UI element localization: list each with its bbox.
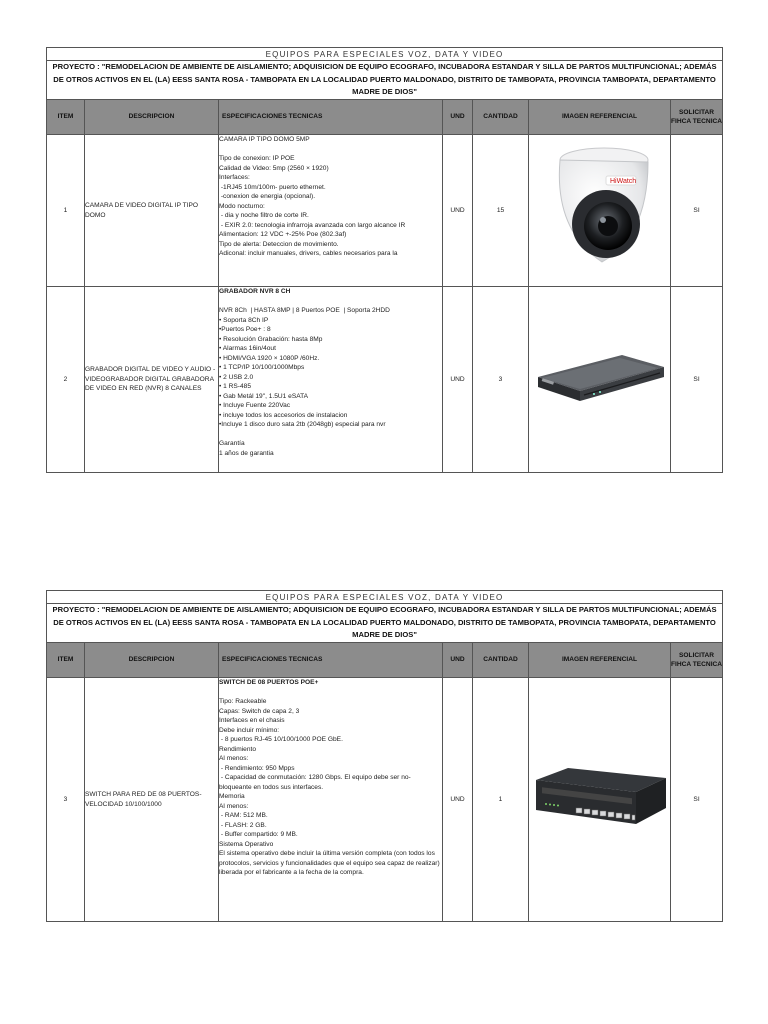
- spec-line: • 1 TCP/IP 10/100/1000Mbps: [219, 364, 305, 371]
- technical-specs: [219, 287, 443, 473]
- table-row: [47, 678, 723, 922]
- spec-line: • incluye todos los accesorios de instalacion: [219, 411, 348, 419]
- spec-line: NVR 8Ch | HASTA 8MP | 8 Puertos POE | Soporta 2HDD: [219, 307, 390, 314]
- spec-line: [219, 688, 442, 698]
- spec-line: • 1 RS-485: [219, 383, 251, 390]
- request-datasheet: SI: [671, 135, 723, 287]
- nvr-recorder-icon: [532, 347, 668, 407]
- reference-image: [529, 287, 671, 473]
- header-und: UND: [443, 100, 473, 135]
- spec-line: - EXIR 2.0: tecnologia infrarroja avanzada con largo alcance IR: [219, 221, 406, 229]
- request-datasheet: SI: [671, 287, 723, 473]
- header-item: ITEM: [47, 643, 85, 678]
- spec-line: - Buffer compartido: 9 MB.: [219, 831, 298, 838]
- spec-line: • Alarmas 16in/4out: [219, 345, 276, 352]
- quantity: 1: [473, 678, 529, 922]
- spec-line: Memoria: [219, 793, 245, 800]
- spec-line: - 8 puertos RJ-45 10/100/1000 POE GbE.: [219, 736, 343, 743]
- header-imagen: IMAGEN REFERENCIAL: [529, 643, 671, 678]
- header-item: ITEM: [47, 100, 85, 135]
- project-description: PROYECTO : "REMODELACION DE AMBIENTE DE AISLAMIENTO; ADQUISICION DE EQUIPO ECOGRAFO, INCUBADORA ESTANDAR Y SILLA DE PARTOS MULTIFUNCIONAL; ADEMÁS DE OTROS ACTIVOS EN EL (LA) EESS SANTA ROSA - TAMBOPATA EN LA LOCALIDAD PUERTO MALDONADO, DISTRITO DE TAMBOPATA, PROVINCIA TAMBOPATA, DEPARTAMENTO MADRE DE DIOS": [47, 61, 723, 100]
- spec-line: •Puertos Poe+ : 8: [219, 326, 271, 333]
- spec-line: Interfaces en el chasis: [219, 717, 285, 724]
- spec-line: Calidad de Video: 5mp (2560 × 1920): [219, 164, 329, 172]
- header-imagen: IMAGEN REFERENCIAL: [529, 100, 671, 135]
- spec-line: Rendimiento: [219, 745, 257, 753]
- spec-line: - dia y noche filtro de corte IR.: [219, 212, 309, 219]
- project-description: PROYECTO : "REMODELACION DE AMBIENTE DE AISLAMIENTO; ADQUISICION DE EQUIPO ECOGRAFO, INCUBADORA ESTANDAR Y SILLA DE PARTOS MULTIFUNCIONAL; ADEMÁS DE OTROS ACTIVOS EN EL (LA) EESS SANTA ROSA - TAMBOPATA EN LA LOCALIDAD PUERTO MALDONADO, DISTRITO DE TAMBOPATA, PROVINCIA TAMBOPATA, DEPARTAMENTO MADRE DE DIOS": [47, 604, 723, 643]
- spec-line: Sistema Operativo: [219, 840, 274, 848]
- spec-line: Adiconal: incluir manuales, drivers, cables necesarios para la: [219, 250, 398, 257]
- header-especificaciones: ESPECIFICACIONES TECNICAS: [219, 643, 443, 678]
- spec-line: -conexion de energia (opcional).: [219, 193, 316, 200]
- table-title: EQUIPOS PARA ESPECIALES VOZ, DATA Y VIDEO: [47, 591, 723, 604]
- unit: UND: [443, 135, 473, 287]
- spec-line: Alimentacion: 12 VDC +-25% Poe (802.3af): [219, 231, 347, 238]
- spec-line: Modo nocturno:: [219, 202, 265, 210]
- reference-image: [529, 678, 671, 922]
- spec-title: GRABADOR NVR 8 CH: [219, 288, 291, 295]
- spec-line: [219, 297, 442, 307]
- spec-line: • HDMI/VGA 1920 × 1080P /60Hz.: [219, 354, 320, 362]
- spec-line: • 2 USB 2.0: [219, 373, 254, 381]
- spec-line: El sistema operativo debe incluir la última versión completa (con todos los protocolos, servicios y funcionalidades que el equipo sea capaz de realizar) liberada por el fabricante a la fecha de la compra.: [219, 850, 442, 876]
- spec-line: Tipo de conexion: IP POE: [219, 155, 295, 162]
- spec-line: Debe incluir mínimo:: [219, 726, 280, 734]
- header-solicitar: SOLICITAR FIHCA TECNICA: [671, 100, 723, 135]
- header-cantidad: CANTIDAD: [473, 100, 529, 135]
- item-number: 2: [47, 287, 85, 473]
- header-solicitar: SOLICITAR FIHCA TECNICA: [671, 643, 723, 678]
- spec-line: • Incluye Fuente 220Vac: [219, 402, 291, 409]
- spec-line: Interfaces:: [219, 174, 250, 181]
- item-description: SWITCH PARA RED DE 08 PUERTOS- VELOCIDAD 10/100/1000: [85, 678, 219, 922]
- unit: UND: [443, 287, 473, 473]
- table-row: [47, 135, 723, 287]
- spec-line: Tipo de alerta: Deteccion de movimiento.: [219, 240, 339, 248]
- spec-line: Garantía: [219, 440, 245, 447]
- spec-line: - Capacidad de conmutación: 1280 Gbps. El equipo debe ser no-bloqueante en todos sus interfaces.: [219, 774, 411, 791]
- item-description: CAMARA DE VIDEO DIGITAL IP TIPO DOMO: [85, 135, 219, 287]
- spec-line: • Resolución Grabación: hasta 8Mp: [219, 335, 323, 343]
- table-row: [47, 287, 723, 473]
- quantity: 3: [473, 287, 529, 473]
- spec-line: -1RJ45 10m/100m- puerto ethernet.: [219, 183, 326, 191]
- table-title: EQUIPOS PARA ESPECIALES VOZ, DATA Y VIDEO: [47, 48, 723, 61]
- spec-line: [219, 878, 442, 888]
- quantity: 15: [473, 135, 529, 287]
- spec-line: •Incluye 1 disco duro sata 2tb (2048gb) especial para nvr: [219, 421, 386, 428]
- header-und: UND: [443, 643, 473, 678]
- spec-line: 1 años de garantia: [219, 449, 274, 457]
- item-description: GRABADOR DIGITAL DE VIDEO Y AUDIO - VIDEOGRABADOR DIGITAL GRABADORA DE VIDEO EN RED (NVR) 8 CANALES: [85, 287, 219, 473]
- request-datasheet: SI: [671, 678, 723, 922]
- unit: UND: [443, 678, 473, 922]
- spec-line: [219, 145, 442, 155]
- item-number: 3: [47, 678, 85, 922]
- header-cantidad: CANTIDAD: [473, 643, 529, 678]
- equipment-table-1: [46, 47, 723, 473]
- spec-line: [219, 430, 442, 440]
- spec-line: Al menos:: [219, 755, 249, 762]
- spec-line: • Soporta 8Ch IP: [219, 316, 269, 324]
- network-switch-icon: [532, 764, 668, 830]
- item-number: 1: [47, 135, 85, 287]
- header-descripcion: DESCRIPCION: [85, 100, 219, 135]
- spec-line: Capas: Switch de capa 2, 3: [219, 707, 300, 715]
- technical-specs: [219, 678, 443, 922]
- technical-specs: [219, 135, 443, 287]
- spec-line: - FLASH: 2 GB.: [219, 821, 267, 829]
- svg-text:HiWatch: HiWatch: [609, 178, 636, 185]
- reference-image: [529, 135, 671, 287]
- dome-camera-icon: [544, 140, 656, 276]
- spec-line: - RAM: 512 MB.: [219, 812, 268, 819]
- spec-line: Tipo: Rackeable: [219, 698, 267, 705]
- header-especificaciones: ESPECIFICACIONES TECNICAS: [219, 100, 443, 135]
- equipment-table-2: [46, 590, 723, 922]
- spec-line: Al menos:: [219, 802, 249, 810]
- spec-line: - Rendimiento: 950 Mpps: [219, 764, 295, 772]
- spec-line: • Gab Metál 19", 1.5U1 eSATA: [219, 392, 309, 400]
- spec-title: CAMARA IP TIPO DOMO 5MP: [219, 136, 310, 143]
- spec-title: SWITCH DE 08 PUERTOS POE+: [219, 679, 319, 686]
- header-descripcion: DESCRIPCION: [85, 643, 219, 678]
